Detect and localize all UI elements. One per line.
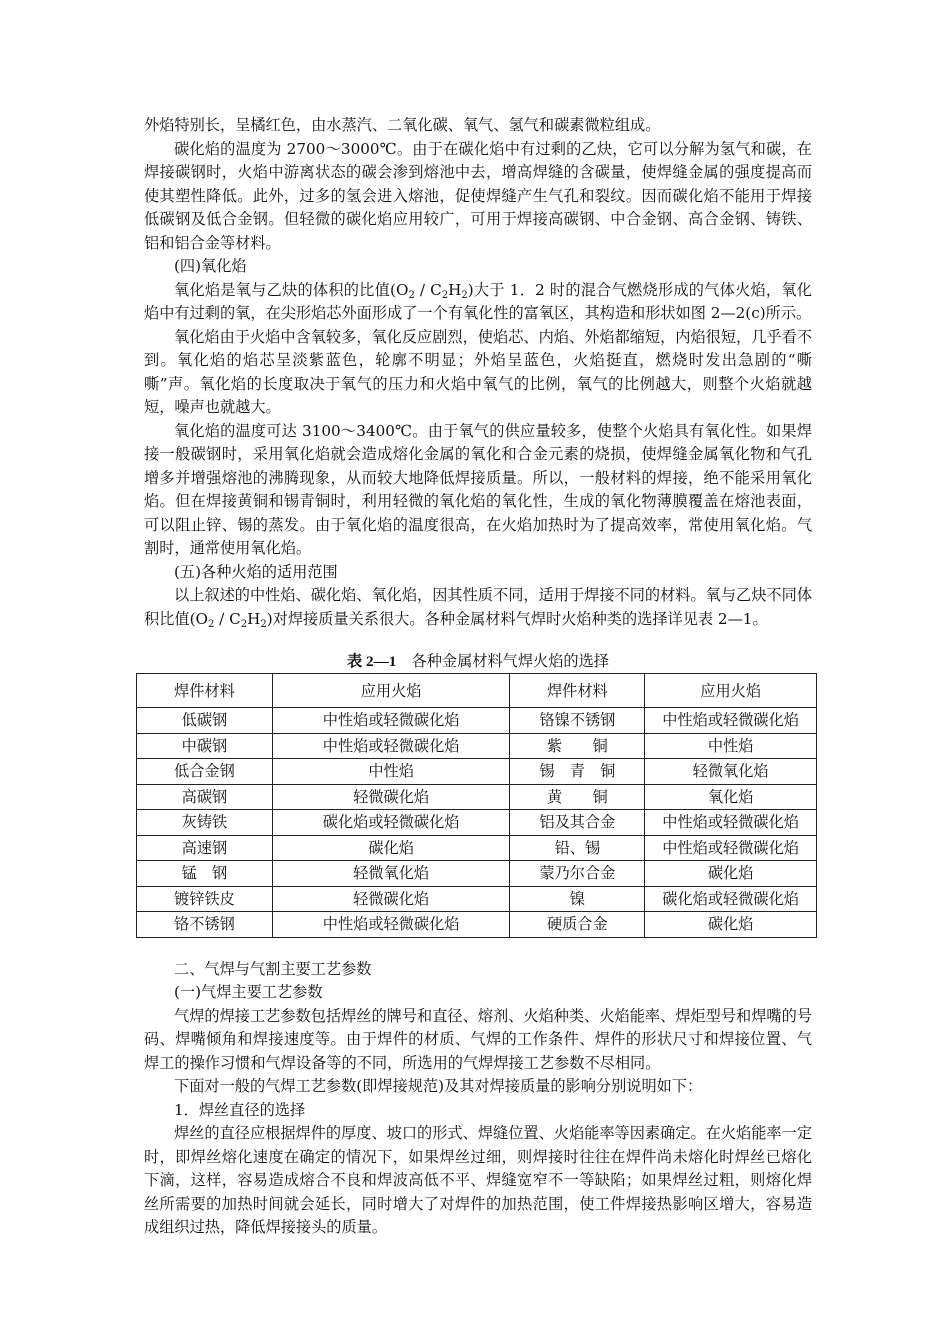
table-cell: 碳化焰或轻微碳化焰 (272, 810, 510, 836)
table-cell: 锰 钢 (137, 861, 273, 887)
paragraph: 氧化焰由于火焰中含氧较多，氧化反应剧烈，使焰芯、内焰、外焰都缩短，内焰很短，几乎看不到。氧化焰的焰芯呈淡紫蓝色，轮廓不明显；外焰呈蓝色，火焰挺直，燃烧时发出急剧的“嘶嘶”声。氧化焰的长度取决于氧气的压力和火焰中氧气的比例，氧气的比例越大，则整个火焰就越短，噪声也就越大。 (144, 327, 812, 416)
paragraph: 1．焊丝直径的选择 (174, 1100, 306, 1119)
table-cell: 蒙乃尔合金 (510, 861, 645, 887)
table-cell: 硬质合金 (510, 912, 645, 938)
table-cell: 低碳钢 (137, 708, 273, 734)
table-cell: 轻微氧化焰 (272, 861, 510, 887)
table-cell: 低合金钢 (137, 759, 273, 785)
table-row (137, 810, 817, 836)
table-cell: 碳化焰 (645, 912, 817, 938)
table-cell: 铝及其合金 (510, 810, 645, 836)
table-cell: 锡 青 铜 (510, 759, 645, 785)
table-cell: 中性焰或轻微碳化焰 (272, 733, 510, 759)
bottom-paragraphs (144, 958, 812, 1240)
table-cell: 碳化焰 (272, 835, 510, 861)
paragraph: 焊丝的直径应根据焊件的厚度、坡口的形式、焊缝位置、火焰能率等因素确定。在火焰能率一定时，即焊丝熔化速度在确定的情况下，如果焊丝过细，则焊接时往往在焊件尚未熔化时焊丝已熔化下滴，这样，容易造成熔合不良和焊波高低不平、焊缝宽窄不一等缺陷；如果焊丝过粗，则熔化焊丝所需要的加热时间就会延长，同时增大了对焊件的加热范围，使工件焊接热影响区增大，容易造成组织过热，降低焊接接头的质量。 (144, 1124, 812, 1236)
header-material: 焊件材料 (510, 674, 645, 708)
table-caption (144, 651, 812, 672)
table-body (137, 708, 817, 938)
paragraph: 碳化焰的温度为 2700～3000℃。由于在碳化焰中有过剩的乙炔，它可以分解为氢气和碳，在焊接碳钢时，火焰中游离状态的碳会渗到熔池中去，增高焊缝的含碳量，使焊缝金属的强度提高而使其塑性降低。此外，过多的氢会进入熔池，促使焊缝产生气孔和裂纹。因而碳化焰不能用于焊接低碳钢及低合金钢。但轻微的碳化焰应用较广，可用于焊接高碳钢、中合金钢、高合金钢、铸铁、铝和铝合金等材料。 (144, 139, 812, 252)
table-caption-title: 各种金属材料气焊火焰的选择 (411, 652, 609, 670)
table-row (137, 733, 817, 759)
paragraph: (一)气焊主要工艺参数 (174, 983, 323, 1001)
oxidizing-intro-paragraph: 氧化焰是氧与乙炔的体积的比值$(O_2 / C_2H_2)$大于 1．2 时的混合气燃烧形成的气体火焰，氧化焰中有过剩的氧，在尖形焰芯外面形成了一个有氧化性的富氧区，其构造和形状如图 2—2(c)所示。 (144, 280, 812, 322)
table-cell: 灰铸铁 (137, 810, 273, 836)
table-row (137, 886, 817, 912)
table-cell: 轻微碳化焰 (272, 784, 510, 810)
section-heading: (四)氧化焰 (174, 257, 247, 275)
header-material: 焊件材料 (137, 674, 273, 708)
header-flame: 应用火焰 (645, 674, 817, 708)
table-cell: 中性焰或轻微碳化焰 (645, 835, 817, 861)
table-cell: 轻微碳化焰 (272, 886, 510, 912)
table-cell: 中性焰 (645, 733, 817, 759)
paragraph: 外焰特别长，呈橘红色，由水蒸汽、二氧化碳、氧气、氢气和碳素微粒组成。 (144, 116, 661, 134)
table-cell: 中性焰或轻微碳化焰 (645, 708, 817, 734)
table-row (137, 708, 817, 734)
table-cell: 黄 铜 (510, 784, 645, 810)
middle-paragraphs (144, 326, 812, 585)
table-row (137, 835, 817, 861)
table-row (137, 784, 817, 810)
table-cell: 中性焰或轻微碳化焰 (645, 810, 817, 836)
table-cell: 中性焰或轻微碳化焰 (272, 912, 510, 938)
table-row (137, 861, 817, 887)
header-flame: 应用火焰 (272, 674, 510, 708)
paragraph: 二、气焊与气割主要工艺参数 (174, 959, 372, 978)
paragraph: 氧化焰的温度可达 3100～3400℃。由于氧气的供应量较多，使整个火焰具有氧化性。如果焊接一般碳钢时，采用氧化焰就会造成熔化金属的氧化和合金元素的烧损，使焊缝金属氧化物和气孔增多并增强熔池的沸腾现象，从而较大地降低焊接质量。所以，一般材料的焊接，绝不能采用氧化焰。但在焊接黄铜和锡青铜时，利用轻微的氧化焰的氧化性，生成的氧化物薄膜覆盖在熔池表面，可以阻止锌、锡的蒸发。由于氧化焰的温度很高，在火焰加热时为了提高效率，常使用氧化焰。气割时，通常使用氧化焰。 (144, 421, 812, 557)
flame-selection-table (136, 673, 817, 938)
table-cell: 轻微氧化焰 (645, 759, 817, 785)
table-row (137, 759, 817, 785)
document-page (144, 114, 812, 1240)
table-cell: 碳化焰或轻微碳化焰 (645, 886, 817, 912)
table-cell: 镍 (510, 886, 645, 912)
table-cell: 紫 铜 (510, 733, 645, 759)
table-cell: 中性焰 (272, 759, 510, 785)
table-caption-label: 表 2—1 (347, 653, 397, 670)
table-header-row (137, 674, 817, 708)
top-paragraphs (144, 114, 812, 279)
table-row (137, 912, 817, 938)
table-cell: 氧化焰 (645, 784, 817, 810)
table-cell: 高碳钢 (137, 784, 273, 810)
paragraph: 下面对一般的气焊工艺参数(即焊接规范)及其对焊接质量的影响分别说明如下： (174, 1077, 703, 1095)
table-cell: 铬镍不锈钢 (510, 708, 645, 734)
table-cell: 高速钢 (137, 835, 273, 861)
table-cell: 铅、锡 (510, 835, 645, 861)
section-heading: (五)各种火焰的适用范围 (174, 562, 338, 581)
table-cell: 碳化焰 (645, 861, 817, 887)
table-cell: 中性焰或轻微碳化焰 (272, 708, 510, 734)
table-cell: 镀锌铁皮 (137, 886, 273, 912)
scope-paragraph: 以上叙述的中性焰、碳化焰、氧化焰，因其性质不同，适用于焊接不同的材料。氧与乙炔不同体积比值$(O_2 / C_2H_2)$对焊接质量关系很大。各种金属材料气焊时火焰种类的选择详见表 2—1。 (144, 586, 812, 630)
paragraph: 气焊的焊接工艺参数包括焊丝的牌号和直径、熔剂、火焰种类、火焰能率、焊炬型号和焊嘴的号码、焊嘴倾角和焊接速度等。由于焊件的材质、气焊的工作条件、焊件的形状尺寸和焊接位置、气焊工的操作习惯和气焊设备等的不同，所选用的气焊焊接工艺参数不尽相同。 (144, 1006, 812, 1072)
table-cell: 铬不锈钢 (137, 912, 273, 938)
table-cell: 中碳钢 (137, 733, 273, 759)
